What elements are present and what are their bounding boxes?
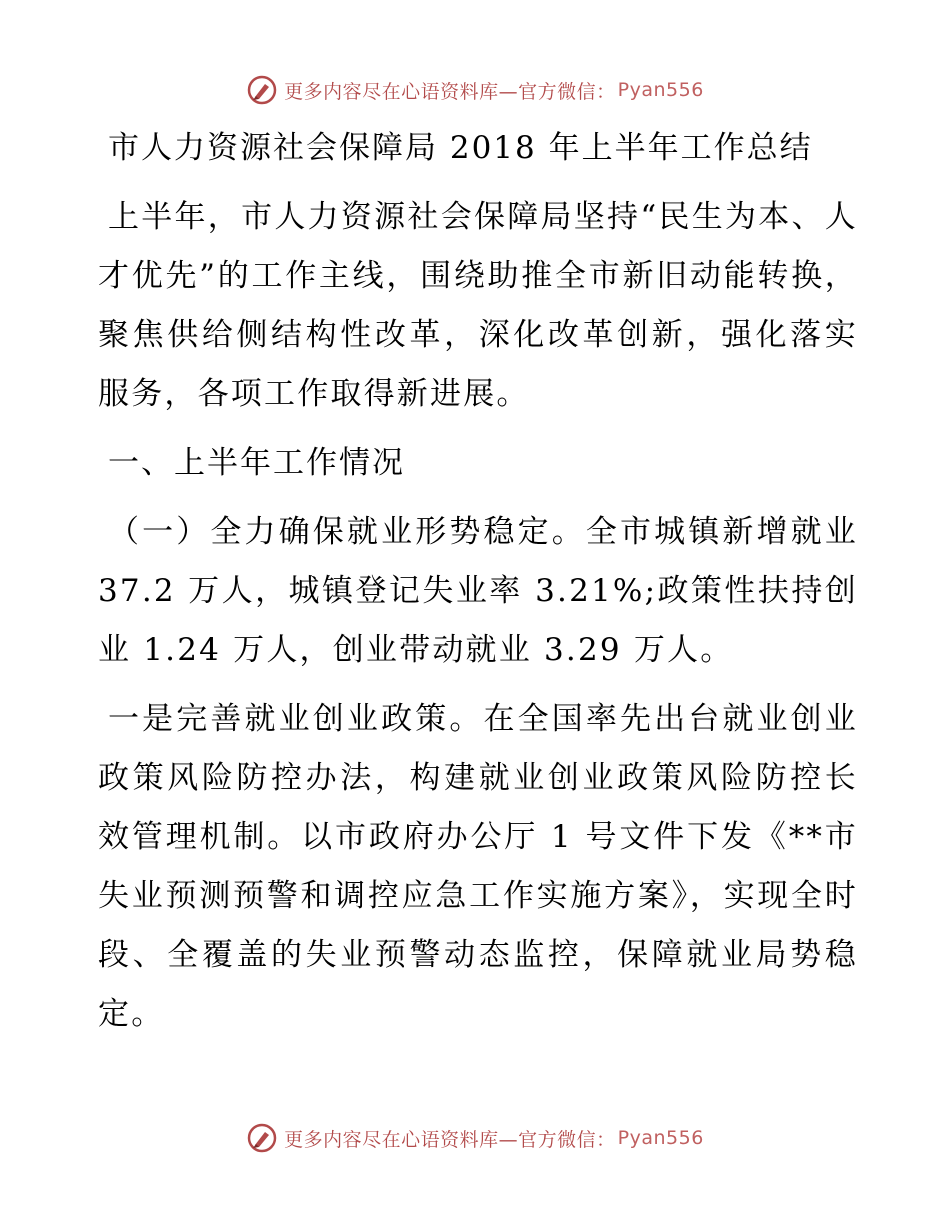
watermark-wechat-id: Pyan556 [617, 1127, 704, 1149]
intro-paragraph: 上半年，市人力资源社会保障局坚持“民生为本、人才优先”的工作主线，围绕助推全市新旧动能转换，聚焦供给侧结构性改革，深化改革创新，强化落实服务，各项工作取得新进展。 [98, 199, 858, 412]
document-body [98, 122, 858, 1054]
employment-paragraph: （一）全力确保就业形势稳定。全市城镇新增就业 37.2 万人，城镇登记失业率 3.21%;政策性扶持创业 1.24 万人，创业带动就业 3.29 万人。 [98, 514, 858, 668]
watermark-text: 更多内容尽在心语资料库—官方微信： [284, 1128, 616, 1151]
watermark-text: 更多内容尽在心语资料库—官方微信： [284, 80, 616, 103]
pen-nib-circle-icon [246, 74, 278, 106]
footer-watermark [0, 1118, 950, 1158]
pen-nib-circle-icon [246, 1122, 278, 1154]
watermark-wechat-id: Pyan556 [617, 79, 704, 101]
document-title: 市人力资源社会保障局 2018 年上半年工作总结 [108, 130, 813, 166]
section-heading: 一、上半年工作情况 [108, 445, 405, 481]
header-watermark [0, 70, 950, 110]
policy-paragraph: 一是完善就业创业政策。在全国率先出台就业创业政策风险防控办法，构建就业创业政策风险防控长效管理机制。以市政府办公厅 1 号文件下发《**市失业预测预警和调控应急工作实施方案》，实现全时段、全覆盖的失业预警动态监控，保障就业局势稳定。 [98, 701, 858, 1032]
